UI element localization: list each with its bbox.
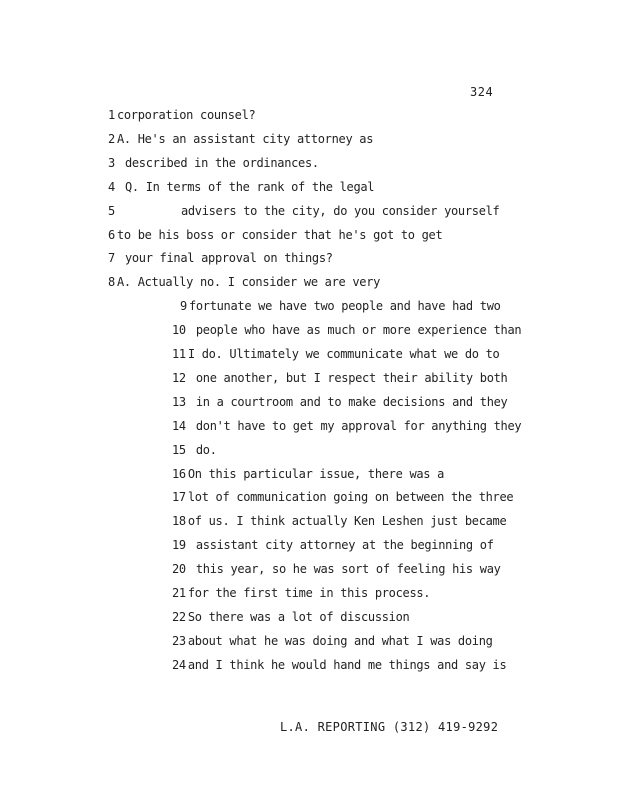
footer-reporter: L.A. REPORTING (312) 419-9292 (280, 720, 499, 734)
line-number: 19 (172, 538, 186, 553)
line-number: 15 (172, 442, 186, 457)
line-text: A. Actually no. I consider we are very (116, 275, 381, 290)
transcript-line (172, 490, 513, 504)
line-text: do. (195, 442, 217, 457)
transcript-line (172, 443, 217, 457)
line-text: for the first time in this process. (187, 586, 431, 600)
line-text: about what he was doing and what I was doing (187, 633, 493, 648)
line-text: I do. Ultimately we communicate what we do to (187, 347, 500, 361)
line-number: 18 (172, 514, 186, 529)
line-number: 8 (108, 275, 115, 290)
line-text: So there was a lot of discussion (187, 609, 410, 624)
line-text: advisers to the city, do you consider yourself (180, 203, 500, 218)
line-number: 9 (180, 299, 187, 314)
line-text: one another, but I respect their ability both (195, 370, 508, 385)
line-text: On this particular issue, there was a (187, 466, 445, 481)
transcript-line (108, 228, 442, 242)
line-text: people who have as much or more experience than (195, 323, 522, 338)
transcript-line (172, 467, 444, 481)
line-number: 1 (108, 108, 115, 122)
transcript-line (108, 251, 333, 265)
line-number: 24 (172, 657, 186, 672)
line-number: 14 (172, 418, 186, 433)
transcript-line (172, 395, 507, 409)
line-number: 20 (172, 562, 186, 577)
line-number: 5 (108, 203, 115, 218)
transcript-line (172, 610, 409, 624)
transcript-line (180, 299, 501, 313)
line-text: assistant city attorney at the beginning of (195, 538, 494, 553)
page-number: 324 (470, 85, 494, 99)
transcript-line (172, 347, 499, 361)
line-number: 21 (172, 586, 186, 600)
line-number: 17 (172, 490, 186, 505)
transcript-line (172, 371, 507, 385)
transcript-line (172, 658, 506, 672)
transcript-line (108, 204, 499, 218)
line-text: this year, so he was sort of feeling his way (195, 562, 501, 577)
line-number: 22 (172, 609, 186, 624)
line-text: fortunate we have two people and have had two (188, 299, 501, 314)
transcript-line (172, 514, 506, 528)
line-number: 3 (108, 155, 115, 170)
transcript-line (108, 180, 374, 194)
line-text: in a courtroom and to make decisions and they (195, 394, 508, 409)
line-text: your final approval on things? (124, 251, 333, 266)
line-text: A. He's an assistant city attorney as (116, 131, 374, 146)
transcript-line (172, 538, 494, 552)
transcript-line (108, 132, 373, 146)
line-number: 13 (172, 394, 186, 409)
line-text: to be his boss or consider that he's got to get (116, 227, 443, 242)
line-number: 10 (172, 323, 186, 338)
transcript-line (172, 586, 430, 600)
line-text: and I think he would hand me things and say is (187, 657, 507, 672)
line-text: lot of communication going on between the three (187, 490, 514, 505)
line-number: 4 (108, 179, 115, 194)
transcript-line (172, 634, 493, 648)
line-number: 16 (172, 466, 186, 481)
transcript-line (108, 156, 319, 170)
line-number: 23 (172, 633, 186, 648)
line-text: don't have to get my approval for anything they (195, 418, 522, 433)
line-number: 2 (108, 131, 115, 146)
line-number: 6 (108, 227, 115, 242)
line-text: described in the ordinances. (124, 155, 319, 170)
transcript-line (172, 323, 521, 337)
transcript-line (172, 562, 501, 576)
transcript-line (108, 275, 380, 289)
line-text: of us. I think actually Ken Leshen just became (187, 514, 507, 529)
line-number: 7 (108, 251, 115, 266)
line-text: Q. In terms of the rank of the legal (124, 179, 375, 194)
line-number: 12 (172, 370, 186, 385)
transcript-line (108, 108, 255, 122)
transcript-line (172, 419, 521, 433)
line-number: 11 (172, 347, 186, 361)
line-text: corporation counsel? (116, 108, 256, 122)
